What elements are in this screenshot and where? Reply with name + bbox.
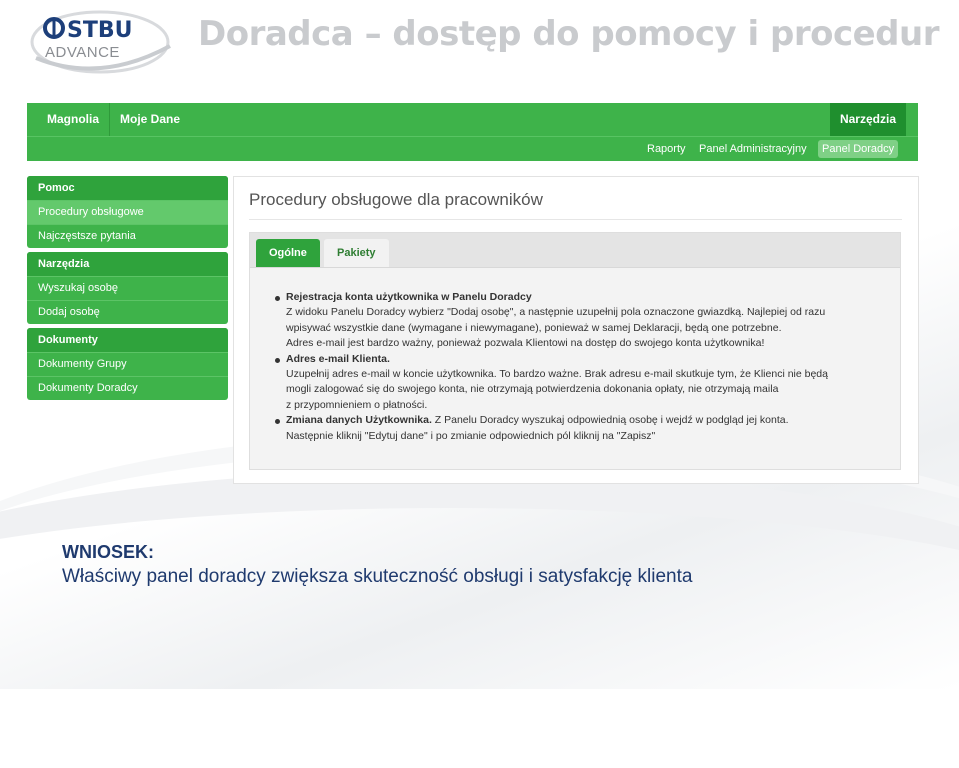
logo-brand-text: STBU	[67, 18, 133, 43]
conclusion-text: Właściwy panel doradcy zwiększa skuteczność obsługi i satysfakcję klienta	[62, 566, 693, 587]
entry-heading: Rejestracja konta użytkownika w Panelu Doradcy	[286, 291, 532, 303]
procedure-entry	[272, 352, 892, 414]
sidebar	[27, 176, 228, 404]
sidebar-group-narzedzia	[27, 252, 228, 324]
sidebar-item-dodaj-osobe[interactable]: Dodaj osobę	[27, 300, 228, 324]
tabs-container	[249, 232, 901, 470]
entry-line: Adres e-mail jest bardzo ważny, ponieważ pozwala Klientowi na dostęp do swojego konta użytkownika!	[286, 337, 765, 350]
sidebar-item-najczestsze-pytania[interactable]: Najczęstsze pytania	[27, 224, 228, 248]
bullet-icon	[275, 296, 280, 301]
bullet-icon	[275, 358, 280, 363]
logo-sub-text: ADVANCE	[45, 44, 120, 61]
top-navigation-bar	[27, 103, 918, 136]
sidebar-item-dokumenty-grupy[interactable]: Dokumenty Grupy	[27, 352, 228, 376]
sidebar-heading: Dokumenty	[27, 328, 228, 352]
sidebar-item-procedury[interactable]: Procedury obsługowe	[27, 200, 228, 224]
sub-navigation-bar	[27, 136, 918, 161]
procedures-panel	[233, 176, 919, 484]
sidebar-group-pomoc	[27, 176, 228, 248]
sidebar-group-dokumenty	[27, 328, 228, 400]
tab-content	[272, 290, 892, 444]
stbu-advance-logo	[30, 6, 175, 74]
sidebar-heading: Pomoc	[27, 176, 228, 200]
nav-item-moje-dane[interactable]: Moje Dane	[109, 103, 190, 136]
entry-line: Uzupełnij adres e-mail w koncie użytkownika. To bardzo ważne. Brak adresu e-mail skutkuje tym, że Klienci nie będą	[286, 368, 828, 381]
tab-pakiety[interactable]: Pakiety	[324, 239, 389, 267]
sidebar-heading: Narzędzia	[27, 252, 228, 276]
subnav-raporty[interactable]: Raporty	[647, 143, 686, 155]
entry-line: z przypomnieniem o płatności.	[286, 398, 428, 411]
entry-line: wpisywać wszystkie dane (wymagane i niewymagane), ponieważ w samej Deklaracji, będą one potrzebne.	[286, 321, 782, 334]
entry-line: Następnie kliknij "Edytuj dane" i po zmianie odpowiednich pól kliknij na "Zapisz"	[286, 429, 656, 442]
entry-heading-line	[286, 413, 892, 428]
entry-heading-tail: Z Panelu Doradcy wyszukaj odpowiednią osobę i wejdź w podgląd jej konta.	[431, 414, 789, 427]
nav-item-narzedzia[interactable]: Narzędzia	[830, 103, 906, 136]
conclusion-label: WNIOSEK:	[62, 542, 154, 562]
procedure-entry	[272, 413, 892, 444]
conclusion-block	[62, 540, 692, 590]
entry-line: mogli zalogować się do swojego konta, nie otrzymają potwierdzenia dokonania opłaty, nie otrzymają maila	[286, 383, 779, 396]
entry-heading: Adres e-mail Klienta.	[286, 352, 390, 365]
tab-ogolne[interactable]: Ogólne	[256, 239, 320, 267]
procedure-entry	[272, 290, 892, 352]
divider	[249, 219, 902, 220]
subnav-panel-administracyjny[interactable]: Panel Administracyjny	[699, 143, 807, 155]
entry-line: Z widoku Panelu Doradcy wybierz "Dodaj osobę", a następnie uzupełnij pola oznaczone gwiazdką. Najlepiej od razu	[286, 306, 826, 319]
sidebar-item-wyszukaj-osobe[interactable]: Wyszukaj osobę	[27, 276, 228, 300]
background-swoosh	[0, 470, 959, 768]
panel-title: Procedury obsługowe dla pracowników	[249, 190, 543, 209]
tab-bar	[250, 233, 900, 268]
subnav-panel-doradcy[interactable]: Panel Doradcy	[818, 140, 898, 158]
nav-item-magnolia[interactable]: Magnolia	[47, 112, 100, 126]
slide-title: Doradca – dostęp do pomocy i procedur	[198, 14, 939, 54]
bullet-icon	[275, 419, 280, 424]
entry-heading: Zmiana danych Użytkownika.	[286, 414, 432, 427]
sidebar-item-dokumenty-doradcy[interactable]: Dokumenty Doradcy	[27, 376, 228, 400]
